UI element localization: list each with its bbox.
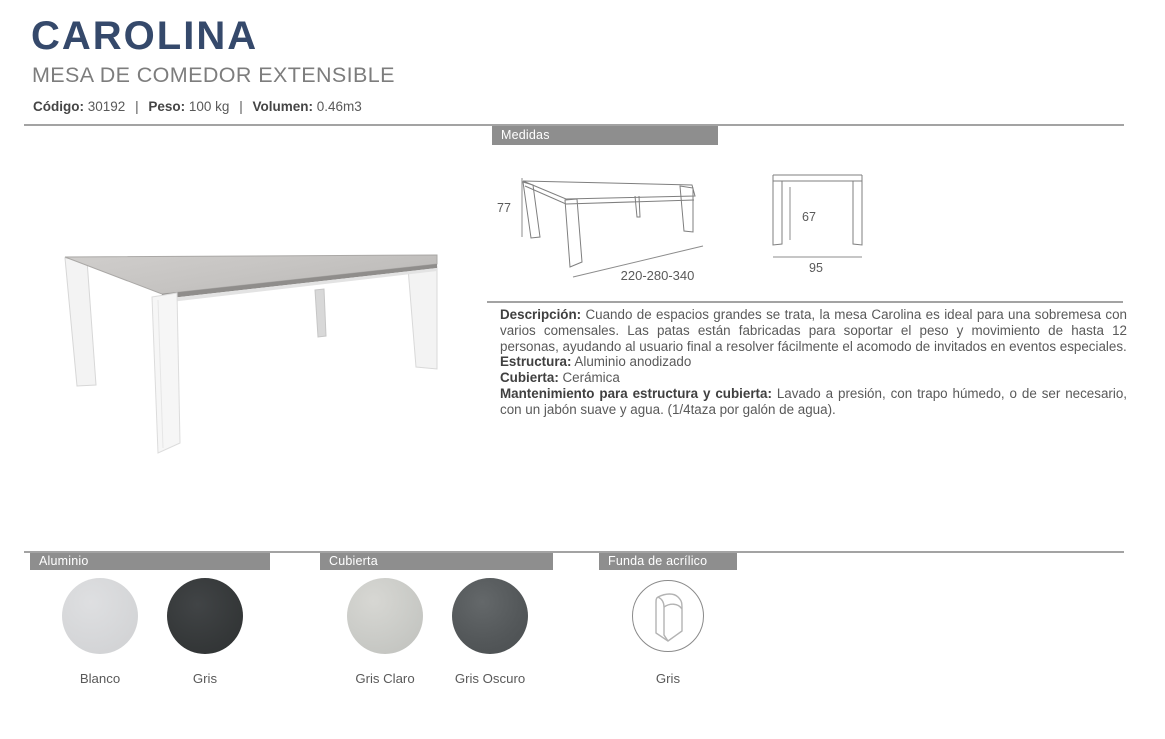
- product-photo: [30, 140, 480, 520]
- meta-volumen-label: Volumen:: [252, 99, 313, 114]
- swatch-label-gris-claro: Gris Claro: [355, 671, 415, 686]
- meta-codigo-value: 30192: [87, 99, 126, 114]
- cover-paragraph: [500, 370, 1127, 386]
- maintenance-label: Mantenimiento para estructura y cubierta:: [500, 385, 772, 401]
- section-header-cubierta: Cubierta: [320, 553, 553, 570]
- structure-text: Aluminio anodizado: [571, 354, 692, 370]
- page-subtitle: MESA DE COMEDOR EXTENSIBLE: [32, 63, 395, 87]
- swatch-aluminio-blanco: [62, 578, 138, 654]
- swatch-cubierta-gris-oscuro: [452, 578, 528, 654]
- section-header-aluminio: Aluminio: [30, 553, 270, 570]
- section-header-medidas: Medidas: [492, 126, 718, 145]
- description-label: Descripción:: [500, 307, 582, 322]
- cover-text: Cerámica: [558, 370, 620, 386]
- swatch-cubierta-gris-claro: [347, 578, 423, 654]
- dimension-height-label: 77: [497, 201, 511, 215]
- swatch-funda-gris: [632, 580, 704, 652]
- meta-volumen-value: 0.46m3: [316, 99, 362, 114]
- swatch-label-gris-oscuro: Gris Oscuro: [454, 671, 526, 686]
- page-title: CAROLINA: [31, 14, 259, 58]
- meta-separator: |: [239, 99, 243, 114]
- table-photo: [30, 140, 480, 520]
- meta-codigo-label: Código:: [33, 99, 84, 114]
- meta-peso-label: Peso:: [148, 99, 186, 114]
- description-block: [500, 307, 1127, 418]
- dimension-length-label: 220-280-340: [620, 268, 695, 283]
- structure-label: Estructura:: [500, 354, 572, 370]
- section-header-funda: Funda de acrílico: [599, 553, 737, 570]
- cover-label: Cubierta:: [500, 370, 559, 386]
- maintenance-paragraph: [500, 386, 1127, 418]
- product-meta: [33, 99, 362, 114]
- maintenance-text: Lavado a presión, con trapo húmedo, o de ser necesario, con un jabón suave y agua. (1/4taza por galón de agua).: [500, 385, 1127, 417]
- dimension-width-label: 95: [809, 261, 823, 275]
- swatch-aluminio-gris: [167, 578, 243, 654]
- swatch-label-gris: Gris: [192, 671, 218, 686]
- swatch-label-blanco: Blanco: [79, 671, 121, 686]
- dimension-inner-height-label: 67: [802, 210, 816, 224]
- cover-outline-icon: [644, 589, 694, 645]
- structure-paragraph: [500, 354, 1127, 370]
- description-paragraph: [500, 307, 1127, 354]
- description-text: Cuando de espacios grandes se trata, la mesa Carolina es ideal para una sobremesa con varios comensales. Las patas están fabricadas para soportar el peso y movimiento de hasta 12 personas, ayudando al usuario final a resolver fácilmente el acomodo de invitados en eventos especiales.: [500, 307, 1127, 354]
- swatch-label-funda-gris: Gris: [655, 671, 681, 686]
- meta-separator: |: [135, 99, 139, 114]
- meta-peso-value: 100 kg: [188, 99, 230, 114]
- divider-description: [487, 301, 1123, 303]
